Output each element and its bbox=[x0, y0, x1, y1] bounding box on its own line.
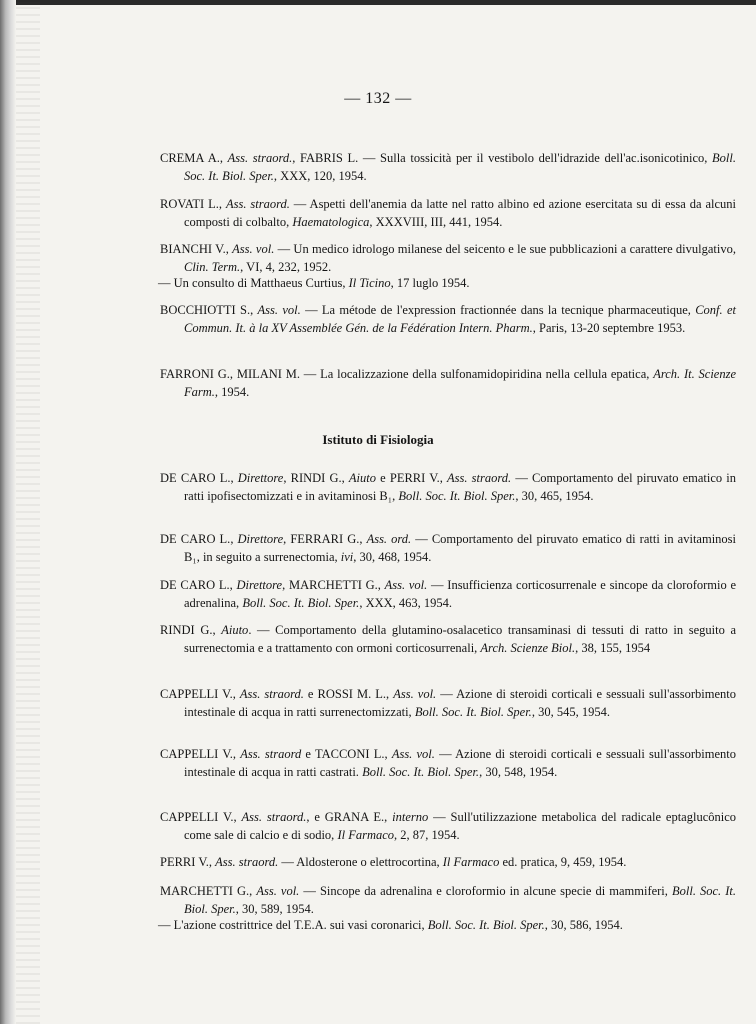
entry-journal: Clin. Term. bbox=[184, 259, 241, 274]
entry-author: BOCCHIOTTI S. bbox=[160, 303, 251, 317]
bibliography-entry: BIANCHI V., Ass. vol. — Un medico idrologo milanese del seicento e le sue pubblicazioni a carattere divulgativo, Clin. Term., VI, 4, 232, 1952. bbox=[160, 242, 736, 274]
page-edge bbox=[0, 0, 756, 5]
bibliography-entry: FARRONI G., MILANI M. — La localizzazione della sulfonamidopiridina nella cellula epatica, Arch. It. Scienze Farm., 1954. bbox=[160, 367, 736, 399]
entry-journal: ivi bbox=[340, 549, 354, 564]
page-number: — 132 — bbox=[344, 90, 412, 107]
bibliography-entry: DE CARO L., Direttore, MARCHETTI G., Ass. vol. — Insufficienza corticosurrenale e sincope da cloroformio e adrenalina, Boll. Soc. It. Biol. Sper., XXX, 463, 1954. bbox=[160, 578, 737, 610]
entry-journal: Conf. et Commun. It. à la XV Assemblée Gén. de la Fédération Intern. Pharm. bbox=[184, 303, 736, 335]
bibliography-entry: CAPPELLI V., Ass. straord. e ROSSI M. L., Ass. vol. — Azione di steroidi corticali e sessuali sull'assorbimento intestinale di acqua in ratti surrenectomizzati, Boll. Soc. It. Biol. Sper., 30, 545, 1954. bbox=[160, 687, 737, 719]
bibliography-entry: ROVATI L., Ass. straord. — Aspetti dell'anemia da latte nel ratto albino ed azione esercitata su di essa da alcuni composti di colbalto, Haematologica, XXXVIII, III, 441, 1954. bbox=[160, 197, 737, 229]
entry-journal: Boll. Soc. It. Biol. Sper. bbox=[427, 918, 545, 932]
entry-role: Ass. vol. bbox=[257, 303, 301, 317]
bibliography-entry: DE CARO L., Direttore, FERRARI G., Ass. ord. — Comportamento del piruvato ematico di ratti in avitaminosi B₁, in seguito a surrenectomia, ivi, 30, 468, 1954. bbox=[160, 532, 737, 564]
entry-author: RINDI G. bbox=[160, 623, 213, 637]
entry-role: Ass. straord. bbox=[227, 151, 293, 165]
bibliography-entry: PERRI V., Ass. straord. — Aldosterone o elettrocortina, Il Farmaco ed. pratica, 9, 459, 1954. bbox=[160, 855, 627, 869]
entry-journal: Boll. Soc. It. Biol. Sper. bbox=[184, 884, 737, 916]
bibliography-entry: RINDI G., Aiuto. — Comportamento della glutamino-osalacetico transaminasi di tessuti di ratto in seguito a surrenectomia e a trattamento con ormoni corticosurrenali, Arch. Scienze Biol., 38, 155, 1954 bbox=[160, 623, 736, 655]
entry-journal: Il Farmaco bbox=[442, 855, 500, 869]
entry-journal: Il Farmaco bbox=[337, 827, 395, 842]
entry-author: CAPPELLI V. bbox=[160, 747, 233, 761]
entry-journal: Haematologica bbox=[292, 214, 370, 229]
bibliography-entry: CREMA A., Ass. straord., FABRIS L. — Sulla tossicità per il vestibolo dell'idrazide dell'ac.isonicotinico, Boll. Soc. It. Biol. Sper., XXX, 120, 1954. bbox=[160, 151, 737, 183]
entry-role: Ass. straord. bbox=[215, 855, 279, 869]
bibliography-entry: BOCCHIOTTI S., Ass. vol. — La métode de l'expression fractionnée dans la tecnique pharmaceutique, Conf. et Commun. It. à la XV Assemblée Gén. de la Fédération Intern. Pharm., Paris, 13-20 septembre 1953. bbox=[160, 303, 736, 335]
binding-margin bbox=[16, 0, 40, 1024]
entry-role: Ass. straord. bbox=[241, 810, 307, 824]
bibliography-entry: MARCHETTI G., Ass. vol. — Sincope da adrenalina e cloroformio in alcune specie di mammiferi, Boll. Soc. It. Biol. Sper., 30, 589, 1954. bbox=[160, 884, 737, 916]
entry-role: Ass. straord bbox=[240, 747, 302, 761]
bibliography-entry: — L'azione costrittrice del T.E.A. sui vasi coronarici, Boll. Soc. It. Biol. Sper., 30, 586, 1954. bbox=[158, 918, 623, 932]
bibliography-entry: DE CARO L., Direttore, RINDI G., Aiuto e PERRI V., Ass. straord. — Comportamento del piruvato ematico in ratti ipofisectomizzati e in avitaminosi B₁, Boll. Soc. It. Biol. Sper., 30, 465, 1954. bbox=[160, 471, 737, 503]
entry-author: ROVATI L. bbox=[160, 197, 219, 211]
entry-author: DE CARO L. bbox=[160, 471, 231, 485]
entry-role: Ass. straord. bbox=[225, 197, 290, 211]
entry-role: Direttore bbox=[236, 578, 283, 592]
entry-role: Ass. vol. bbox=[232, 242, 275, 256]
bibliography-entry: CAPPELLI V., Ass. straord e TACCONI L., Ass. vol. — Azione di steroidi corticali e sessuali sull'assorbimento intestinale di acqua in ratti castrati. Boll. Soc. It. Biol. Sper., 30, 548, 1954. bbox=[160, 747, 736, 779]
entry-journal: Arch. It. Scienze Farm. bbox=[184, 367, 736, 399]
entry-author: CAPPELLI V. bbox=[160, 687, 233, 701]
entry-author: DE CARO L. bbox=[160, 532, 231, 546]
entry-journal: Boll. Soc. It. Biol. Sper. bbox=[184, 151, 737, 183]
entry-journal: Boll. Soc. It. Biol. Sper. bbox=[414, 704, 532, 719]
entry-author: DE CARO L. bbox=[160, 578, 230, 592]
bibliography-entry: — Un consulto di Matthaeus Curtius, Il Ticino, 17 luglo 1954. bbox=[158, 276, 470, 290]
entry-author: FARRONI G., MILANI M. bbox=[160, 367, 300, 381]
book-spine-shadow bbox=[0, 0, 16, 1024]
entry-role: Aiuto bbox=[221, 623, 249, 637]
entry-role: Direttore bbox=[237, 471, 284, 485]
entry-role: Direttore bbox=[237, 532, 284, 546]
entry-author: MARCHETTI G. bbox=[160, 884, 250, 898]
section-heading: Istituto di Fisiologia bbox=[322, 432, 434, 447]
entry-author: BIANCHI V. bbox=[160, 242, 226, 256]
entry-journal: Boll. Soc. It. Biol. Sper. bbox=[398, 488, 516, 503]
entry-journal: Boll. Soc. It. Biol. Sper. bbox=[362, 764, 480, 779]
entry-author: CREMA A. bbox=[160, 151, 220, 165]
entry-author: PERRI V. bbox=[160, 855, 209, 869]
entry-journal: Il Ticino bbox=[348, 276, 391, 290]
entry-role: Ass. vol. bbox=[256, 884, 300, 898]
entry-journal: Boll. Soc. It. Biol. Sper. bbox=[242, 595, 360, 610]
bibliography-entry: CAPPELLI V., Ass. straord., e GRANA E., interno — Sull'utilizzazione metabolica del radicale eptaglucônico come sale di calcio e di sodio, Il Farmaco, 2, 87, 1954. bbox=[160, 810, 737, 842]
entry-author: CAPPELLI V. bbox=[160, 810, 234, 824]
entry-journal: Arch. Scienze Biol. bbox=[480, 640, 576, 655]
entry-role: Ass. straord. bbox=[239, 687, 304, 701]
